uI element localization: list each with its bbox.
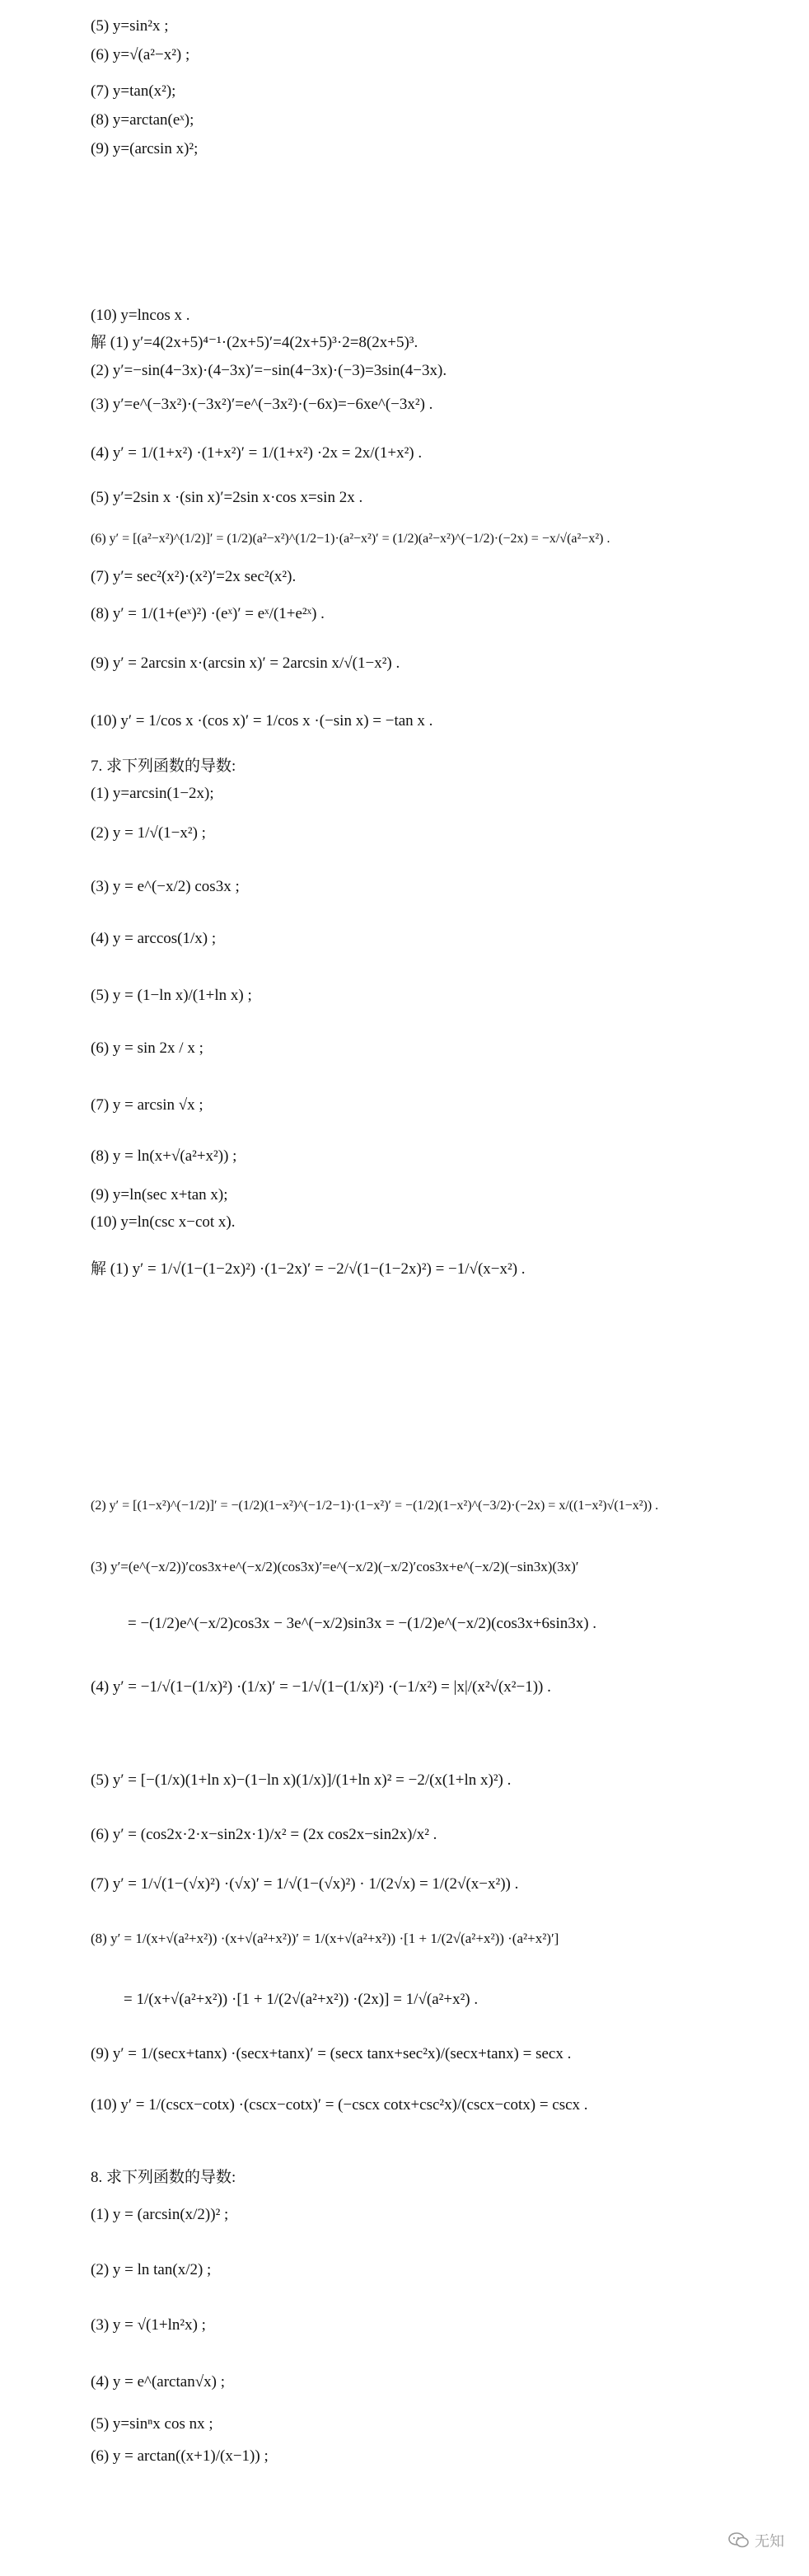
solution-6-6: (6) y′ = [(a²−x²)^(1/2)]′ = (1/2)(a²−x²)^(1/2−1)·(a²−x²)′ = (1/2)(a²−x²)^(−1/2)·(−2x) = −x/√(a²−x²) .	[91, 532, 610, 546]
problem-8-item-5: (5) y=sinⁿx cos nx ;	[91, 2415, 213, 2433]
solution-7-1: 解 (1) y′ = 1/√(1−(1−2x)²) ·(1−2x)′ = −2/√(1−(1−2x)²) = −1/√(x−x²) .	[91, 1260, 526, 1278]
solution-7-10: (10) y′ = 1/(cscx−cotx) ·(cscx−cotx)′ = (−cscx cotx+csc²x)/(cscx−cotx) = cscx .	[91, 2096, 588, 2114]
problem-6-item-10: (10) y=lncos x .	[91, 307, 190, 324]
solution-6-10: (10) y′ = 1/cos x ·(cos x)′ = 1/cos x ·(−sin x) = −tan x .	[91, 712, 433, 730]
problem-7-item-1: (1) y=arcsin(1−2x);	[91, 785, 214, 802]
solution-6-8: (8) y′ = 1/(1+(eˣ)²) ·(eˣ)′ = eˣ/(1+e²ˣ) .	[91, 605, 325, 622]
solution-7-8b: = 1/(x+√(a²+x²)) ·[1 + 1/(2√(a²+x²)) ·(2x)] = 1/√(a²+x²) .	[124, 1991, 479, 2008]
solution-6-2: (2) y′=−sin(4−3x)·(4−3x)′=−sin(4−3x)·(−3)=3sin(4−3x).	[91, 362, 447, 379]
solution-7-4: (4) y′ = −1/√(1−(1/x)²) ·(1/x)′ = −1/√(1−(1/x)²) ·(−1/x²) = |x|/(x²√(x²−1)) .	[91, 1678, 551, 1696]
problem-6-item-9: (9) y=(arcsin x)²;	[91, 140, 199, 157]
solution-7-9: (9) y′ = 1/(secx+tanx) ·(secx+tanx)′ = (secx tanx+sec²x)/(secx+tanx) = secx .	[91, 2045, 572, 2062]
problem-7-item-3: (3) y = e^(−x/2) cos3x ;	[91, 878, 240, 895]
problem-7-item-6: (6) y = sin 2x / x ;	[91, 1039, 203, 1057]
problem-7-item-5: (5) y = (1−ln x)/(1+ln x) ;	[91, 987, 252, 1004]
problem-7-item-2: (2) y = 1/√(1−x²) ;	[91, 824, 206, 842]
solution-7-6: (6) y′ = (cos2x·2·x−sin2x·1)/x² = (2x cos2x−sin2x)/x² .	[91, 1826, 437, 1843]
problem-7-item-9: (9) y=ln(sec x+tan x);	[91, 1186, 228, 1204]
solution-6-4: (4) y′ = 1/(1+x²) ·(1+x²)′ = 1/(1+x²) ·2x = 2x/(1+x²) .	[91, 444, 423, 462]
problem-7-item-7: (7) y = arcsin √x ;	[91, 1096, 203, 1114]
problem-7-item-8: (8) y = ln(x+√(a²+x²)) ;	[91, 1147, 237, 1165]
problem-8-item-1: (1) y = (arcsin(x/2))² ;	[91, 2206, 229, 2223]
problem-8-item-3: (3) y = √(1+ln²x) ;	[91, 2316, 206, 2334]
problem-7-item-10: (10) y=ln(csc x−cot x).	[91, 1213, 236, 1231]
problem-6-item-5: (5) y=sin²x ;	[91, 17, 169, 35]
solution-6-9: (9) y′ = 2arcsin x·(arcsin x)′ = 2arcsin x/√(1−x²) .	[91, 655, 400, 672]
solution-6-1: 解 (1) y′=4(2x+5)⁴⁻¹·(2x+5)′=4(2x+5)³·2=8(2x+5)³.	[91, 334, 419, 351]
wechat-bubble-icon	[728, 2531, 750, 2550]
solution-7-8a: (8) y′ = 1/(x+√(a²+x²)) ·(x+√(a²+x²))′ = 1/(x+√(a²+x²)) ·[1 + 1/(2√(a²+x²)) ·(a²+x²)′]	[91, 1931, 559, 1946]
solution-7-7: (7) y′ = 1/√(1−(√x)²) ·(√x)′ = 1/√(1−(√x)²) · 1/(2√x) = 1/(2√(x−x²)) .	[91, 1875, 519, 1893]
solution-6-7: (7) y′= sec²(x²)·(x²)′=2x sec²(x²).	[91, 568, 297, 585]
problem-7-heading: 7. 求下列函数的导数:	[91, 758, 236, 775]
solution-7-2: (2) y′ = [(1−x²)^(−1/2)]′ = −(1/2)(1−x²)^(−1/2−1)·(1−x²)′ = −(1/2)(1−x²)^(−3/2)·(−2x) = x/((1−x²)√(1−x²)) .	[91, 1499, 659, 1513]
solution-7-5: (5) y′ = [−(1/x)(1+ln x)−(1−ln x)(1/x)]/(1+ln x)² = −2/(x(1+ln x)²) .	[91, 1771, 512, 1789]
solution-7-3a: (3) y′=(e^(−x/2))′cos3x+e^(−x/2)(cos3x)′=e^(−x/2)(−x/2)′cos3x+e^(−x/2)(−sin3x)(3x)′	[91, 1559, 579, 1574]
problem-8-item-6: (6) y = arctan((x+1)/(x−1)) ;	[91, 2447, 269, 2465]
watermark	[728, 2530, 784, 2551]
solution-7-3b: = −(1/2)e^(−x/2)cos3x − 3e^(−x/2)sin3x = −(1/2)e^(−x/2)(cos3x+6sin3x) .	[128, 1615, 597, 1632]
problem-8-heading: 8. 求下列函数的导数:	[91, 2169, 236, 2186]
watermark-label: 无知	[755, 2533, 784, 2550]
problem-8-item-2: (2) y = ln tan(x/2) ;	[91, 2261, 212, 2278]
problem-8-item-4: (4) y = e^(arctan√x) ;	[91, 2373, 225, 2391]
solution-6-5: (5) y′=2sin x ·(sin x)′=2sin x·cos x=sin 2x .	[91, 489, 363, 506]
solution-6-3: (3) y′=e^(−3x²)·(−3x²)′=e^(−3x²)·(−6x)=−6xe^(−3x²) .	[91, 396, 433, 413]
problem-6-item-7: (7) y=tan(x²);	[91, 82, 176, 100]
problem-7-item-4: (4) y = arccos(1/x) ;	[91, 930, 217, 947]
problem-6-item-8: (8) y=arctan(eˣ);	[91, 111, 194, 129]
problem-6-item-6: (6) y=√(a²−x²) ;	[91, 46, 190, 63]
